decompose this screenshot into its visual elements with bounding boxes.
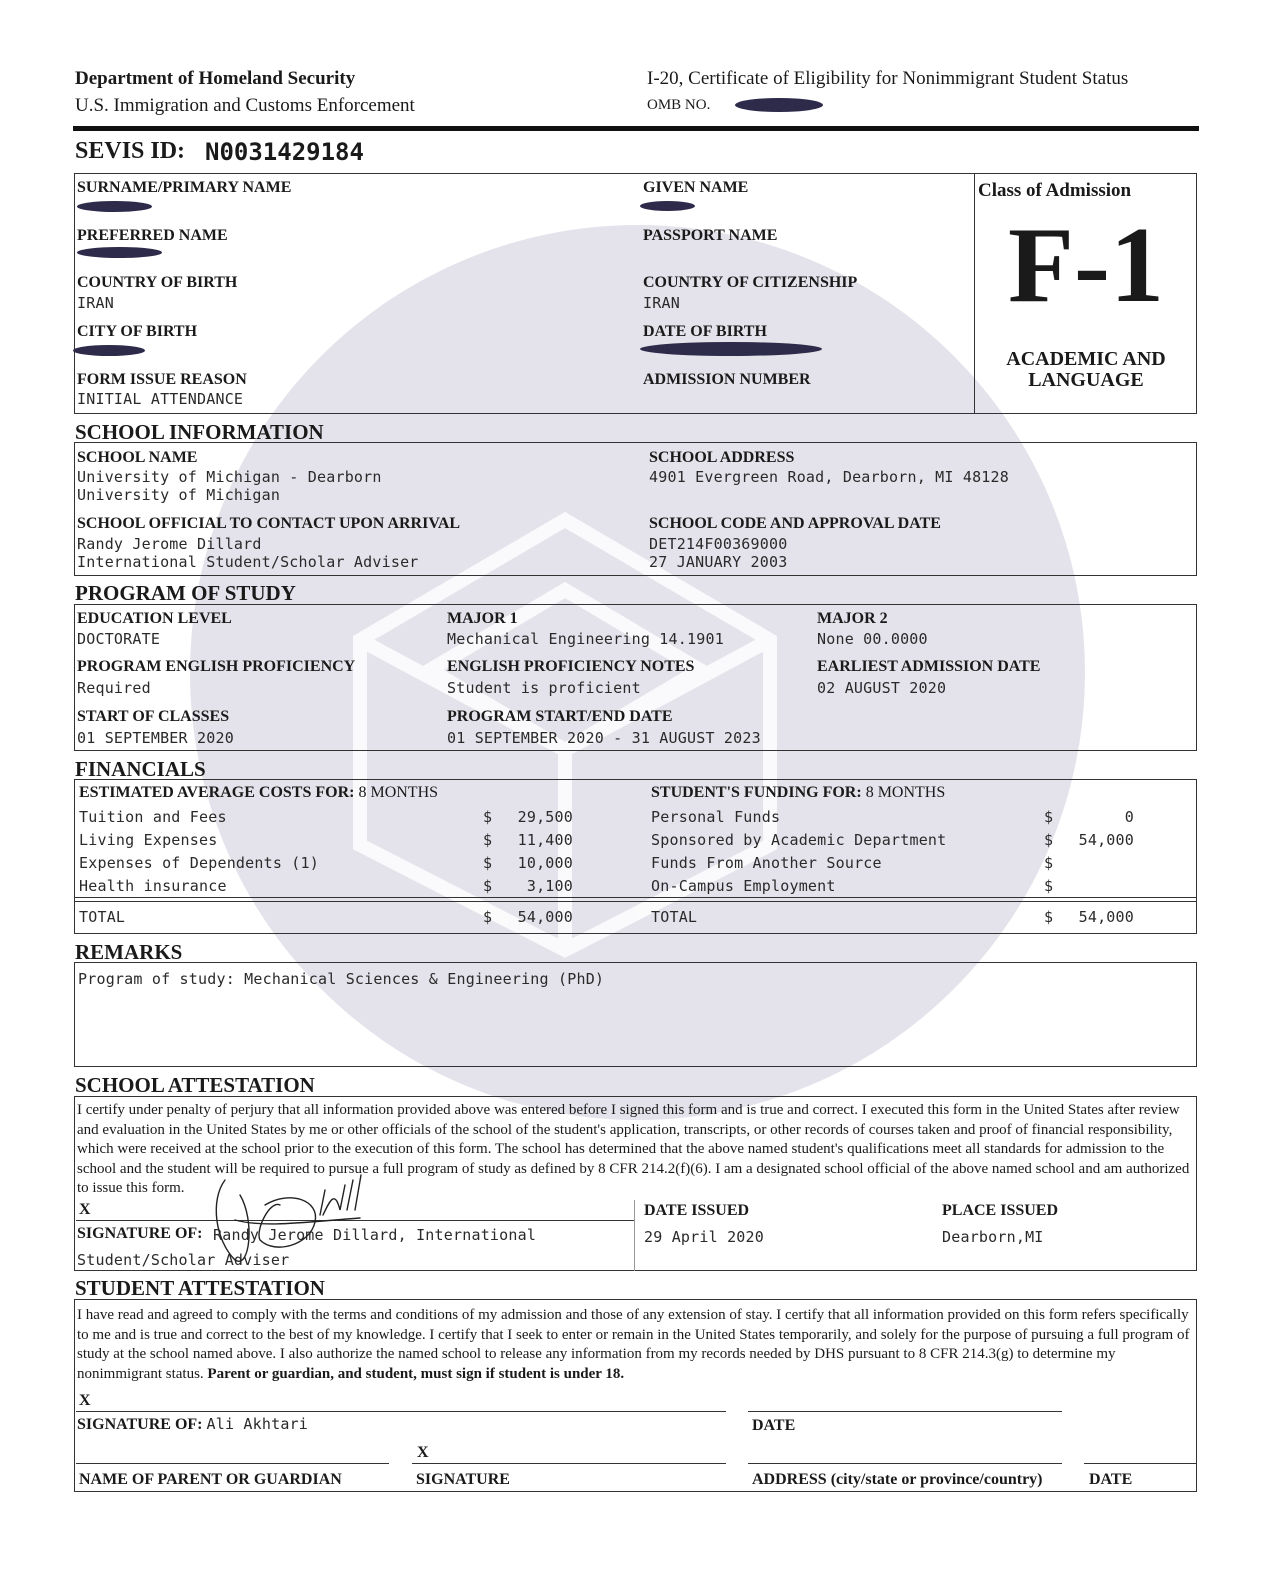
funding-total-label: TOTAL (651, 908, 698, 926)
parent-date-label: DATE (1089, 1471, 1133, 1488)
english-notes: Student is proficient (447, 679, 641, 697)
school-official-label: SCHOOL OFFICIAL TO CONTACT UPON ARRIVAL (77, 515, 461, 532)
omb-label: OMB NO. (647, 97, 711, 113)
class-of-admission-label: Class of Admission (978, 180, 1132, 201)
school-name-line1: University of Michigan - Dearborn (77, 468, 382, 486)
admission-number-label: ADMISSION NUMBER (643, 371, 811, 388)
cost-item: Tuition and Fees (79, 808, 227, 826)
citizenship-label: COUNTRY OF CITIZENSHIP (643, 274, 858, 291)
currency-symbol: $ (1044, 808, 1054, 826)
major2: None 00.0000 (817, 630, 928, 648)
costs-period: 8 MONTHS (358, 784, 439, 801)
currency-symbol: $ (1044, 831, 1054, 849)
header-rule (73, 126, 1199, 131)
student-date-label: DATE (752, 1417, 796, 1434)
student-sig-x[interactable]: X (79, 1392, 91, 1409)
earliest-admission: 02 AUGUST 2020 (817, 679, 947, 697)
school-attestation-text: I certify under penalty of perjury that all information provided above was entered before I signed this form and is true and correct. I executed this form in the United States after review and evaluation in the United States by me or other officials of the school of the student's application, transcripts, or other records of courses taken and proof of financial responsibility, which were received at the school prior to the execution of this form. The school has determined that the above named student's qualifications meet all standards for admission to the school and the student will be required to pursue a full program of study as defined by 8 CFR 214.2(f)(6). I am a designated school official of the above named school and am authorized to issue this form. (77, 1102, 1190, 1196)
financials-heading: FINANCIALS (75, 757, 206, 781)
dob-label: DATE OF BIRTH (643, 323, 767, 340)
student-attestation-heading: STUDENT ATTESTATION (75, 1276, 325, 1300)
funding-total: 54,000 (1078, 908, 1134, 926)
student-sig-row (77, 1415, 308, 1434)
country-of-birth: IRAN (77, 294, 114, 312)
funding-item: Sponsored by Academic Department (651, 831, 947, 849)
funding-item: Personal Funds (651, 808, 781, 826)
program-dates: 01 SEPTEMBER 2020 - 31 AUGUST 2023 (447, 729, 761, 747)
school-code-label: SCHOOL CODE AND APPROVAL DATE (649, 515, 941, 532)
student-attestation-bold: Parent or guardian, and student, must sign if student is under 18. (207, 1365, 625, 1382)
parent-name-line (76, 1463, 389, 1464)
agency-name: U.S. Immigration and Customs Enforcement (75, 95, 415, 116)
school-code: DET214F00369000 (649, 535, 788, 553)
school-sig-label: SIGNATURE OF: (77, 1225, 203, 1242)
handwritten-signature (195, 1160, 445, 1280)
cost-amount: 11,400 (517, 831, 573, 849)
date-issued-label: DATE ISSUED (644, 1202, 750, 1219)
student-sig-label: SIGNATURE OF: (77, 1416, 203, 1433)
funding-amount: 54,000 (1078, 831, 1134, 849)
funding-item: Funds From Another Source (651, 854, 882, 872)
city-of-birth-label: CITY OF BIRTH (77, 323, 198, 340)
cost-item: Expenses of Dependents (1) (79, 854, 319, 872)
issue-reason: INITIAL ATTENDANCE (77, 390, 244, 408)
currency-symbol: $ (483, 854, 493, 872)
date-issued: 29 April 2020 (644, 1228, 764, 1246)
funding-amount: 0 (1124, 808, 1134, 826)
parent-signature-label: SIGNATURE (416, 1471, 510, 1488)
costs-total: 54,000 (517, 908, 573, 926)
start-of-classes-label: START OF CLASSES (77, 708, 230, 725)
funding-item: On-Campus Employment (651, 877, 836, 895)
english-proficiency: Required (77, 679, 151, 697)
currency-symbol: $ (483, 831, 493, 849)
school-sig-name-line2: Student/Scholar Adviser (77, 1251, 290, 1269)
sevis-label: SEVIS ID: (75, 138, 186, 164)
omb-redaction (735, 98, 823, 112)
approval-date: 27 JANUARY 2003 (649, 553, 788, 571)
program-heading: PROGRAM OF STUDY (75, 581, 296, 605)
school-official-title: International Student/Scholar Adviser (77, 553, 419, 571)
parent-name-label: NAME OF PARENT OR GUARDIAN (79, 1471, 342, 1488)
funding-label: STUDENT'S FUNDING FOR: (651, 784, 862, 801)
funding-period: 8 MONTHS (865, 784, 946, 801)
parent-address-label: ADDRESS (city/state or province/country) (752, 1471, 1043, 1488)
city-of-birth-redaction (73, 345, 145, 356)
costs-header (79, 784, 438, 802)
preferred-name-redaction (77, 247, 162, 258)
school-sig-name-line1: Randy Jerome Dillard, International (213, 1226, 537, 1244)
school-info-heading: SCHOOL INFORMATION (75, 420, 324, 444)
cost-item: Health insurance (79, 877, 227, 895)
financials-total-rule-2 (74, 901, 1197, 902)
form-title: I-20, Certificate of Eligibility for Nonimmigrant Student Status (647, 68, 1129, 89)
school-name-line2: University of Michigan (77, 486, 281, 504)
school-official-name: Randy Jerome Dillard (77, 535, 262, 553)
admission-desc-line2: LANGUAGE (1028, 369, 1144, 391)
admission-desc-line1: ACADEMIC AND (1006, 348, 1166, 370)
parent-date-line (1084, 1463, 1197, 1464)
divider (634, 1200, 635, 1271)
english-notes-label: ENGLISH PROFICIENCY NOTES (447, 658, 695, 675)
preferred-name-label: PREFERRED NAME (77, 227, 228, 244)
funding-header (651, 784, 945, 802)
financials-total-rule-1 (74, 897, 1197, 898)
student-attestation-body: I have read and agreed to comply with the terms and conditions of my admission and those of any extension of stay. I certify that all information provided on this form refers specifically to me and is true and correct to the best of my knowledge. I certify that I seek to enter or remain in the United States temporarily, and solely for the purpose of pursuing a full program of study at the school named above. I also authorize the named school to release any information from my records needed by DHS pursuant to 8 CFR 214.3(g) to determine my nonimmigrant status. (77, 1307, 1190, 1382)
currency-symbol: $ (483, 808, 493, 826)
issue-reason-label: FORM ISSUE REASON (77, 371, 247, 388)
currency-symbol: $ (1044, 854, 1054, 872)
cost-amount: 3,100 (526, 877, 573, 895)
surname-label: SURNAME/PRIMARY NAME (77, 179, 292, 196)
cost-item: Living Expenses (79, 831, 218, 849)
parent-address-line (748, 1463, 1062, 1464)
school-sig-x: X (79, 1201, 91, 1218)
given-name-label: GIVEN NAME (643, 179, 749, 196)
english-proficiency-label: PROGRAM ENGLISH PROFICIENCY (77, 658, 356, 675)
sevis-id: N0031429184 (205, 138, 364, 166)
earliest-admission-label: EARLIEST ADMISSION DATE (817, 658, 1041, 675)
cost-amount: 10,000 (517, 854, 573, 872)
passport-name-label: PASSPORT NAME (643, 227, 778, 244)
dept-name: Department of Homeland Security (75, 68, 356, 89)
costs-total-label: TOTAL (79, 908, 126, 926)
currency-symbol: $ (1044, 908, 1054, 926)
student-sig-name: Ali Akhtari (206, 1415, 309, 1433)
student-sig-line (76, 1411, 726, 1412)
class-of-admission-value: F-1 (1008, 206, 1164, 325)
place-issued: Dearborn,MI (942, 1228, 1044, 1246)
school-attestation-heading: SCHOOL ATTESTATION (75, 1073, 315, 1097)
school-address-label: SCHOOL ADDRESS (649, 449, 795, 466)
major2-label: MAJOR 2 (817, 610, 888, 627)
remarks-heading: REMARKS (75, 940, 183, 964)
education-level: DOCTORATE (77, 630, 161, 648)
costs-label: ESTIMATED AVERAGE COSTS FOR: (79, 784, 355, 801)
country-of-birth-label: COUNTRY OF BIRTH (77, 274, 238, 291)
school-address: 4901 Evergreen Road, Dearborn, MI 48128 (649, 468, 1009, 486)
school-name-label: SCHOOL NAME (77, 449, 198, 466)
major1-label: MAJOR 1 (447, 610, 518, 627)
currency-symbol: $ (483, 908, 493, 926)
major1: Mechanical Engineering 14.1901 (447, 630, 724, 648)
cost-amount: 29,500 (517, 808, 573, 826)
program-dates-label: PROGRAM START/END DATE (447, 708, 673, 725)
student-date-line (748, 1411, 1062, 1412)
student-attestation-text (77, 1306, 1193, 1384)
dob-redaction (640, 342, 822, 356)
surname-redaction (77, 201, 152, 212)
education-level-label: EDUCATION LEVEL (77, 610, 232, 627)
parent-sig-line (412, 1463, 726, 1464)
currency-symbol: $ (483, 877, 493, 895)
citizenship: IRAN (643, 294, 680, 312)
currency-symbol: $ (1044, 877, 1054, 895)
given-name-redaction (640, 201, 695, 211)
place-issued-label: PLACE ISSUED (942, 1202, 1059, 1219)
remarks-text: Program of study: Mechanical Sciences & Engineering (PhD) (78, 970, 605, 988)
start-of-classes: 01 SEPTEMBER 2020 (77, 729, 234, 747)
parent-sig-x[interactable]: X (417, 1444, 429, 1461)
